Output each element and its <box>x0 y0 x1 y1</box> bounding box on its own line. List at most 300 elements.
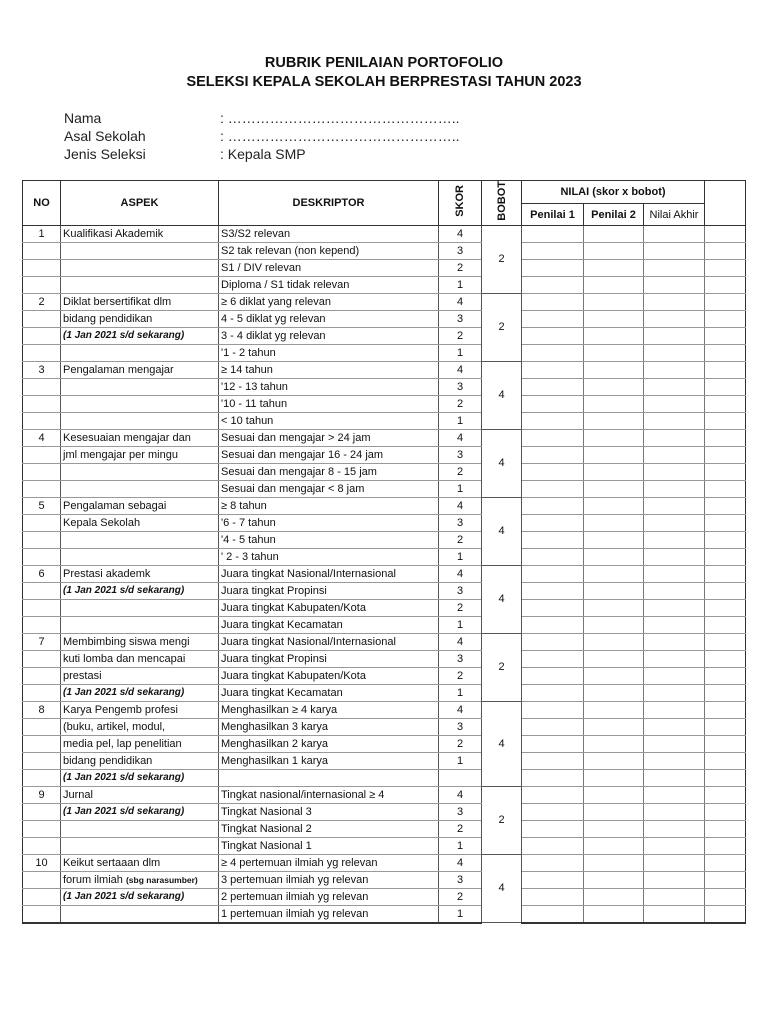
cell-penilai-1[interactable] <box>522 820 584 837</box>
cell-nilai-akhir[interactable] <box>644 633 705 650</box>
cell-penilai-1[interactable] <box>522 378 584 395</box>
cell-aspek <box>61 242 219 259</box>
cell-penilai-1[interactable] <box>522 667 584 684</box>
cell-extra[interactable] <box>705 786 746 803</box>
cell-nilai-akhir[interactable] <box>644 854 705 871</box>
cell-bobot: 4 <box>482 497 522 565</box>
cell-penilai-1[interactable] <box>522 310 584 327</box>
cell-extra[interactable] <box>705 310 746 327</box>
aspek-text: media pel, lap penelitian <box>63 737 182 750</box>
cell-aspek <box>61 225 219 242</box>
info-label-nama: Nama <box>64 110 102 126</box>
cell-extra[interactable] <box>705 616 746 633</box>
cell-penilai-2[interactable] <box>584 820 644 837</box>
cell-deskriptor: ' 2 - 3 tahun <box>219 548 439 565</box>
cell-nilai-akhir[interactable] <box>644 599 705 616</box>
cell-extra[interactable] <box>705 259 746 276</box>
cell-penilai-2[interactable] <box>584 769 644 786</box>
cell-penilai-2[interactable] <box>584 905 644 923</box>
cell-aspek <box>61 310 219 327</box>
cell-bobot: 2 <box>482 225 522 293</box>
cell-nilai-akhir[interactable] <box>644 429 705 446</box>
aspek-text: Pengalaman sebagai <box>63 499 167 512</box>
table-row <box>23 854 746 871</box>
header-nilai-akhir: Nilai Akhir <box>644 204 705 225</box>
cell-penilai-2[interactable] <box>584 225 644 242</box>
cell-penilai-2[interactable] <box>584 293 644 310</box>
cell-penilai-1[interactable] <box>522 888 584 905</box>
cell-penilai-1[interactable] <box>522 650 584 667</box>
cell-nilai-akhir[interactable] <box>644 752 705 769</box>
cell-skor: 2 <box>439 667 482 684</box>
cell-penilai-1[interactable] <box>522 480 584 497</box>
cell-skor: 1 <box>439 684 482 701</box>
cell-deskriptor: Sesuai dan mengajar < 8 jam <box>219 480 439 497</box>
table-row <box>23 480 746 497</box>
header-nilai: NILAI (skor x bobot) <box>522 181 705 204</box>
cell-extra[interactable] <box>705 293 746 310</box>
cell-nilai-akhir[interactable] <box>644 701 705 718</box>
cell-extra[interactable] <box>705 378 746 395</box>
cell-deskriptor: 3 pertemuan ilmiah yg relevan <box>219 871 439 888</box>
cell-penilai-2[interactable] <box>584 599 644 616</box>
cell-extra[interactable] <box>705 497 746 514</box>
table-row <box>23 769 746 786</box>
cell-skor: 4 <box>439 701 482 718</box>
cell-deskriptor: '10 - 11 tahun <box>219 395 439 412</box>
cell-penilai-2[interactable] <box>584 429 644 446</box>
cell-no <box>23 769 61 786</box>
cell-extra[interactable] <box>705 395 746 412</box>
cell-no <box>23 582 61 599</box>
cell-extra[interactable] <box>705 803 746 820</box>
table-row <box>23 837 746 854</box>
cell-no <box>23 667 61 684</box>
cell-penilai-2[interactable] <box>584 497 644 514</box>
cell-extra[interactable] <box>705 820 746 837</box>
cell-deskriptor: Menghasilkan 3 karya <box>219 718 439 735</box>
cell-extra[interactable] <box>705 412 746 429</box>
cell-penilai-1[interactable] <box>522 684 584 701</box>
cell-penilai-1[interactable] <box>522 752 584 769</box>
cell-extra[interactable] <box>705 514 746 531</box>
cell-extra[interactable] <box>705 650 746 667</box>
cell-extra[interactable] <box>705 242 746 259</box>
cell-bobot: 4 <box>482 429 522 497</box>
cell-deskriptor: Juara tingkat Kabupaten/Kota <box>219 667 439 684</box>
cell-deskriptor: 3 - 4 diklat yg relevan <box>219 327 439 344</box>
cell-extra[interactable] <box>705 276 746 293</box>
cell-extra[interactable] <box>705 633 746 650</box>
cell-bobot: 2 <box>482 293 522 361</box>
table-row <box>23 344 746 361</box>
cell-skor: 2 <box>439 395 482 412</box>
table-row <box>23 446 746 463</box>
cell-nilai-akhir[interactable] <box>644 803 705 820</box>
cell-penilai-2[interactable] <box>584 412 644 429</box>
cell-penilai-2[interactable] <box>584 667 644 684</box>
cell-penilai-1[interactable] <box>522 786 584 803</box>
cell-no <box>23 820 61 837</box>
cell-extra[interactable] <box>705 888 746 905</box>
table-row <box>23 429 746 446</box>
aspek-text: (1 Jan 2021 s/d sekarang) <box>63 584 185 596</box>
cell-extra[interactable] <box>705 480 746 497</box>
cell-penilai-1[interactable] <box>522 327 584 344</box>
cell-skor: 4 <box>439 361 482 378</box>
cell-nilai-akhir[interactable] <box>644 905 705 923</box>
cell-penilai-1[interactable] <box>522 395 584 412</box>
cell-extra[interactable] <box>705 327 746 344</box>
cell-no <box>23 446 61 463</box>
cell-penilai-2[interactable] <box>584 242 644 259</box>
cell-aspek <box>61 548 219 565</box>
cell-aspek <box>61 667 219 684</box>
cell-penilai-2[interactable] <box>584 701 644 718</box>
cell-penilai-1[interactable] <box>522 225 584 242</box>
cell-aspek <box>61 701 219 718</box>
cell-nilai-akhir[interactable] <box>644 497 705 514</box>
cell-nilai-akhir[interactable] <box>644 769 705 786</box>
rubric-table <box>22 180 746 924</box>
cell-aspek <box>61 803 219 820</box>
cell-penilai-1[interactable] <box>522 463 584 480</box>
cell-deskriptor: '1 - 2 tahun <box>219 344 439 361</box>
cell-deskriptor: 2 pertemuan ilmiah yg relevan <box>219 888 439 905</box>
cell-skor: 1 <box>439 480 482 497</box>
cell-penilai-2[interactable] <box>584 565 644 582</box>
cell-penilai-2[interactable] <box>584 871 644 888</box>
cell-deskriptor: ≥ 4 pertemuan ilmiah yg relevan <box>219 854 439 871</box>
cell-nilai-akhir[interactable] <box>644 242 705 259</box>
aspek-text: Karya Pengemb profesi <box>63 703 178 716</box>
cell-no <box>23 718 61 735</box>
aspek-text: Kualifikasi Akademik <box>63 227 164 240</box>
cell-extra[interactable] <box>705 735 746 752</box>
cell-penilai-2[interactable] <box>584 854 644 871</box>
cell-no <box>23 259 61 276</box>
cell-penilai-1[interactable] <box>522 599 584 616</box>
cell-aspek <box>61 616 219 633</box>
header-bobot <box>482 181 522 226</box>
cell-deskriptor: Menghasilkan 1 karya <box>219 752 439 769</box>
table-row <box>23 531 746 548</box>
cell-no <box>23 548 61 565</box>
cell-penilai-1[interactable] <box>522 735 584 752</box>
page-title: RUBRIK PENILAIAN PORTOFOLIO <box>264 55 504 71</box>
cell-no: 3 <box>23 361 61 378</box>
cell-no: 1 <box>23 225 61 242</box>
cell-aspek <box>61 650 219 667</box>
cell-extra[interactable] <box>705 599 746 616</box>
aspek-note: (sbg narasumber) <box>125 874 198 885</box>
table-row <box>23 378 746 395</box>
cell-extra[interactable] <box>705 531 746 548</box>
cell-skor: 4 <box>439 854 482 871</box>
cell-nilai-akhir[interactable] <box>644 344 705 361</box>
cell-penilai-2[interactable] <box>584 718 644 735</box>
cell-aspek <box>61 633 219 650</box>
table-row <box>23 905 746 923</box>
cell-penilai-1[interactable] <box>522 633 584 650</box>
cell-penilai-2[interactable] <box>584 276 644 293</box>
cell-nilai-akhir[interactable] <box>644 718 705 735</box>
cell-extra[interactable] <box>705 225 746 242</box>
cell-nilai-akhir[interactable] <box>644 786 705 803</box>
cell-nilai-akhir[interactable] <box>644 463 705 480</box>
cell-skor: 1 <box>439 752 482 769</box>
cell-extra[interactable] <box>705 446 746 463</box>
table-row <box>23 718 746 735</box>
cell-penilai-2[interactable] <box>584 327 644 344</box>
cell-no <box>23 412 61 429</box>
cell-extra[interactable] <box>705 837 746 854</box>
cell-nilai-akhir[interactable] <box>644 276 705 293</box>
cell-skor: 3 <box>439 803 482 820</box>
cell-nilai-akhir[interactable] <box>644 378 705 395</box>
cell-deskriptor: Juara tingkat Kabupaten/Kota <box>219 599 439 616</box>
cell-penilai-2[interactable] <box>584 480 644 497</box>
table-row <box>23 395 746 412</box>
cell-penilai-1[interactable] <box>522 412 584 429</box>
cell-penilai-1[interactable] <box>522 276 584 293</box>
cell-no <box>23 480 61 497</box>
aspek-text: Kepala Sekolah <box>63 516 141 529</box>
aspek-text: (1 Jan 2021 s/d sekarang) <box>63 890 185 902</box>
cell-deskriptor: < 10 tahun <box>219 412 439 429</box>
cell-penilai-1[interactable] <box>522 531 584 548</box>
cell-aspek <box>61 395 219 412</box>
cell-skor: 4 <box>439 429 482 446</box>
cell-skor: 2 <box>439 599 482 616</box>
cell-penilai-2[interactable] <box>584 582 644 599</box>
cell-deskriptor: ≥ 8 tahun <box>219 497 439 514</box>
cell-penilai-2[interactable] <box>584 310 644 327</box>
cell-extra[interactable] <box>705 582 746 599</box>
cell-extra[interactable] <box>705 429 746 446</box>
cell-penilai-2[interactable] <box>584 633 644 650</box>
cell-nilai-akhir[interactable] <box>644 548 705 565</box>
header-skor <box>439 181 482 226</box>
cell-nilai-akhir[interactable] <box>644 480 705 497</box>
cell-penilai-2[interactable] <box>584 395 644 412</box>
cell-nilai-akhir[interactable] <box>644 820 705 837</box>
info-value-jenis-seleksi: : Kepala SMP <box>220 146 306 162</box>
table-row <box>23 701 746 718</box>
info-label-asal-sekolah: Asal Sekolah <box>64 128 146 144</box>
cell-bobot: 2 <box>482 786 522 854</box>
aspek-text: (1 Jan 2021 s/d sekarang) <box>63 771 185 783</box>
cell-penilai-1[interactable] <box>522 293 584 310</box>
cell-penilai-2[interactable] <box>584 378 644 395</box>
cell-penilai-1[interactable] <box>522 242 584 259</box>
cell-penilai-1[interactable] <box>522 854 584 871</box>
cell-penilai-2[interactable] <box>584 361 644 378</box>
cell-penilai-2[interactable] <box>584 463 644 480</box>
cell-aspek <box>61 276 219 293</box>
cell-no: 7 <box>23 633 61 650</box>
table-row <box>23 276 746 293</box>
cell-no <box>23 242 61 259</box>
cell-no <box>23 395 61 412</box>
cell-bobot: 4 <box>482 854 522 923</box>
cell-penilai-2[interactable] <box>584 888 644 905</box>
cell-extra[interactable] <box>705 684 746 701</box>
cell-deskriptor: Tingkat Nasional 1 <box>219 837 439 854</box>
cell-no <box>23 803 61 820</box>
cell-penilai-1[interactable] <box>522 429 584 446</box>
table-row <box>23 735 746 752</box>
cell-aspek <box>61 531 219 548</box>
table-row <box>23 820 746 837</box>
cell-nilai-akhir[interactable] <box>644 446 705 463</box>
cell-nilai-akhir[interactable] <box>644 837 705 854</box>
cell-extra[interactable] <box>705 667 746 684</box>
aspek-text: (1 Jan 2021 s/d sekarang) <box>63 686 185 698</box>
cell-penilai-2[interactable] <box>584 514 644 531</box>
cell-penilai-1[interactable] <box>522 905 584 923</box>
cell-extra[interactable] <box>705 854 746 871</box>
cell-penilai-1[interactable] <box>522 701 584 718</box>
cell-penilai-2[interactable] <box>584 684 644 701</box>
cell-penilai-1[interactable] <box>522 565 584 582</box>
cell-skor <box>439 769 482 786</box>
cell-penilai-1[interactable] <box>522 803 584 820</box>
cell-nilai-akhir[interactable] <box>644 310 705 327</box>
cell-penilai-1[interactable] <box>522 514 584 531</box>
table-row <box>23 786 746 803</box>
cell-no: 4 <box>23 429 61 446</box>
aspek-text: (buku, artikel, modul, <box>63 720 166 733</box>
cell-aspek <box>61 565 219 582</box>
cell-no: 9 <box>23 786 61 803</box>
cell-nilai-akhir[interactable] <box>644 327 705 344</box>
cell-nilai-akhir[interactable] <box>644 531 705 548</box>
cell-deskriptor: 4 - 5 diklat yg relevan <box>219 310 439 327</box>
cell-no <box>23 276 61 293</box>
cell-extra[interactable] <box>705 871 746 888</box>
cell-nilai-akhir[interactable] <box>644 395 705 412</box>
table-row <box>23 871 746 888</box>
cell-penilai-1[interactable] <box>522 718 584 735</box>
cell-deskriptor: Sesuai dan mengajar 16 - 24 jam <box>219 446 439 463</box>
cell-skor: 1 <box>439 616 482 633</box>
cell-nilai-akhir[interactable] <box>644 650 705 667</box>
cell-penilai-1[interactable] <box>522 582 584 599</box>
table-row <box>23 259 746 276</box>
aspek-text: bidang pendidikan <box>63 312 153 325</box>
cell-penilai-2[interactable] <box>584 548 644 565</box>
cell-extra[interactable] <box>705 548 746 565</box>
table-row <box>23 242 746 259</box>
cell-nilai-akhir[interactable] <box>644 565 705 582</box>
cell-extra[interactable] <box>705 361 746 378</box>
cell-nilai-akhir[interactable] <box>644 225 705 242</box>
cell-nilai-akhir[interactable] <box>644 412 705 429</box>
cell-penilai-1[interactable] <box>522 548 584 565</box>
cell-extra[interactable] <box>705 701 746 718</box>
cell-nilai-akhir[interactable] <box>644 361 705 378</box>
cell-extra[interactable] <box>705 565 746 582</box>
cell-penilai-1[interactable] <box>522 497 584 514</box>
cell-bobot: 4 <box>482 565 522 633</box>
cell-penilai-2[interactable] <box>584 616 644 633</box>
cell-no <box>23 616 61 633</box>
cell-penilai-1[interactable] <box>522 344 584 361</box>
cell-deskriptor: Sesuai dan mengajar > 24 jam <box>219 429 439 446</box>
cell-nilai-akhir[interactable] <box>644 616 705 633</box>
cell-penilai-1[interactable] <box>522 616 584 633</box>
cell-extra[interactable] <box>705 752 746 769</box>
cell-skor: 4 <box>439 293 482 310</box>
cell-penilai-2[interactable] <box>584 446 644 463</box>
cell-penilai-2[interactable] <box>584 531 644 548</box>
cell-nilai-akhir[interactable] <box>644 582 705 599</box>
cell-nilai-akhir[interactable] <box>644 293 705 310</box>
cell-extra[interactable] <box>705 344 746 361</box>
cell-nilai-akhir[interactable] <box>644 888 705 905</box>
cell-penilai-2[interactable] <box>584 837 644 854</box>
cell-aspek <box>61 735 219 752</box>
cell-penilai-1[interactable] <box>522 259 584 276</box>
table-row <box>23 293 746 310</box>
cell-deskriptor: Juara tingkat Kecamatan <box>219 684 439 701</box>
cell-extra[interactable] <box>705 905 746 923</box>
cell-penilai-1[interactable] <box>522 837 584 854</box>
cell-penilai-2[interactable] <box>584 752 644 769</box>
cell-aspek <box>61 820 219 837</box>
cell-no <box>23 310 61 327</box>
cell-extra[interactable] <box>705 769 746 786</box>
cell-penilai-1[interactable] <box>522 769 584 786</box>
cell-nilai-akhir[interactable] <box>644 667 705 684</box>
info-value-asal-sekolah: : ………………………………………….. <box>220 128 460 144</box>
table-row <box>23 616 746 633</box>
cell-aspek <box>61 497 219 514</box>
cell-penilai-2[interactable] <box>584 650 644 667</box>
cell-penilai-2[interactable] <box>584 259 644 276</box>
cell-extra[interactable] <box>705 718 746 735</box>
cell-skor: 3 <box>439 582 482 599</box>
cell-nilai-akhir[interactable] <box>644 871 705 888</box>
cell-aspek <box>61 344 219 361</box>
cell-no <box>23 837 61 854</box>
aspek-text: Membimbing siswa mengi <box>63 635 190 648</box>
aspek-text: kuti lomba dan mencapai <box>63 652 186 665</box>
table-row <box>23 599 746 616</box>
cell-penilai-2[interactable] <box>584 344 644 361</box>
cell-penilai-1[interactable] <box>522 361 584 378</box>
cell-deskriptor: '4 - 5 tahun <box>219 531 439 548</box>
cell-skor: 4 <box>439 633 482 650</box>
cell-penilai-2[interactable] <box>584 735 644 752</box>
cell-no <box>23 888 61 905</box>
cell-no: 8 <box>23 701 61 718</box>
cell-nilai-akhir[interactable] <box>644 259 705 276</box>
cell-aspek <box>61 752 219 769</box>
cell-nilai-akhir[interactable] <box>644 735 705 752</box>
cell-penilai-2[interactable] <box>584 786 644 803</box>
cell-penilai-1[interactable] <box>522 446 584 463</box>
cell-nilai-akhir[interactable] <box>644 684 705 701</box>
cell-aspek <box>61 429 219 446</box>
cell-nilai-akhir[interactable] <box>644 514 705 531</box>
cell-extra[interactable] <box>705 463 746 480</box>
cell-deskriptor: Diploma / S1 tidak relevan <box>219 276 439 293</box>
cell-penilai-2[interactable] <box>584 803 644 820</box>
cell-no <box>23 752 61 769</box>
cell-penilai-1[interactable] <box>522 871 584 888</box>
